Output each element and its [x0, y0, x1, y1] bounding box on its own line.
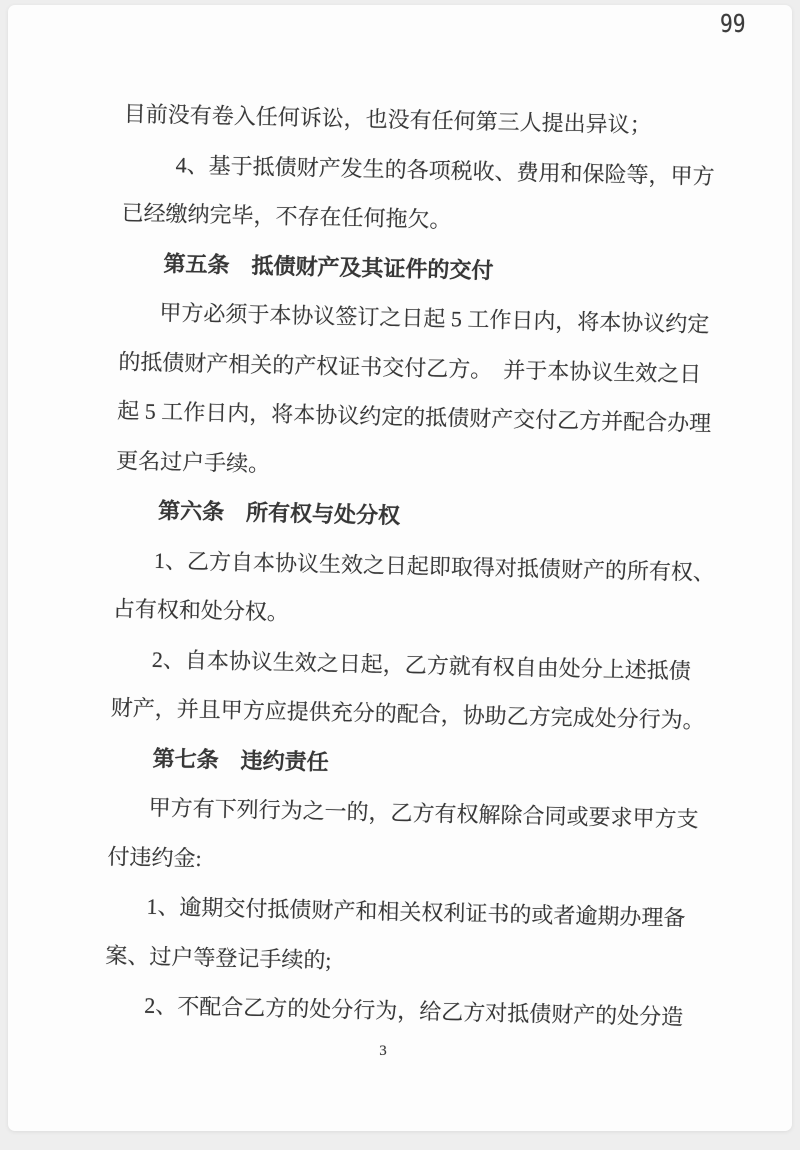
document-body: [0, 3, 794, 1044]
body-text-line: 2、不配合乙方的处分行为，给乙方对抵债财产的处分造: [144, 992, 684, 1030]
article-heading-line: 第五条 抵债财产及其证件的交付: [163, 250, 494, 283]
body-text-line: 更名过户手续。: [115, 447, 271, 476]
article-heading-line: 第七条 违约责任: [152, 745, 329, 775]
body-text-line: 起 5 工作日内，将本协议约定的抵债财产交付乙方并配合办理: [117, 398, 712, 437]
body-text-line: 甲方有下列行为之一的，乙方有权解除合同或要求甲方支: [148, 794, 699, 832]
body-text-line: 2、自本协议生效之日起，乙方就有权自由处分上述抵债: [151, 646, 692, 684]
body-text-line: 占有权和处分权。: [112, 596, 290, 625]
footer-page-number: 3: [379, 1043, 387, 1059]
scanned-contract-page: [8, 5, 792, 1131]
body-text-line: 目前没有卷入任何诉讼，也没有任何第三人提出异议；: [123, 101, 652, 138]
stamped-page-number: 99: [720, 9, 746, 38]
body-text-line: 已经缴纳完毕，不存在任何拖欠。: [121, 200, 452, 233]
body-text-line: 甲方必须于本协议签订之日起 5 工作日内，将本协议约定: [159, 299, 710, 337]
article-heading-line: 第六条 所有权与处分权: [157, 497, 401, 529]
body-text-line: 付违约金:: [107, 843, 202, 871]
body-text-line: 4、基于抵债财产发生的各项税收、费用和保险等，甲方: [175, 151, 715, 189]
body-text-line: 1、乙方自本协议生效之日起即取得对抵债财产的所有权、: [153, 547, 716, 585]
body-text-line: 的抵债财产相关的产权证书交付乙方。 并于本协议生效之日: [118, 348, 702, 387]
body-text-line: 1、逾期交付抵债财产和相关权利证书的或者逾期办理备: [146, 893, 686, 931]
body-text-line: 案、过户等登记手续的;: [105, 942, 332, 973]
body-text-line: 财产，并且甲方应提供充分的配合，协助乙方完成处分行为。: [110, 694, 705, 733]
